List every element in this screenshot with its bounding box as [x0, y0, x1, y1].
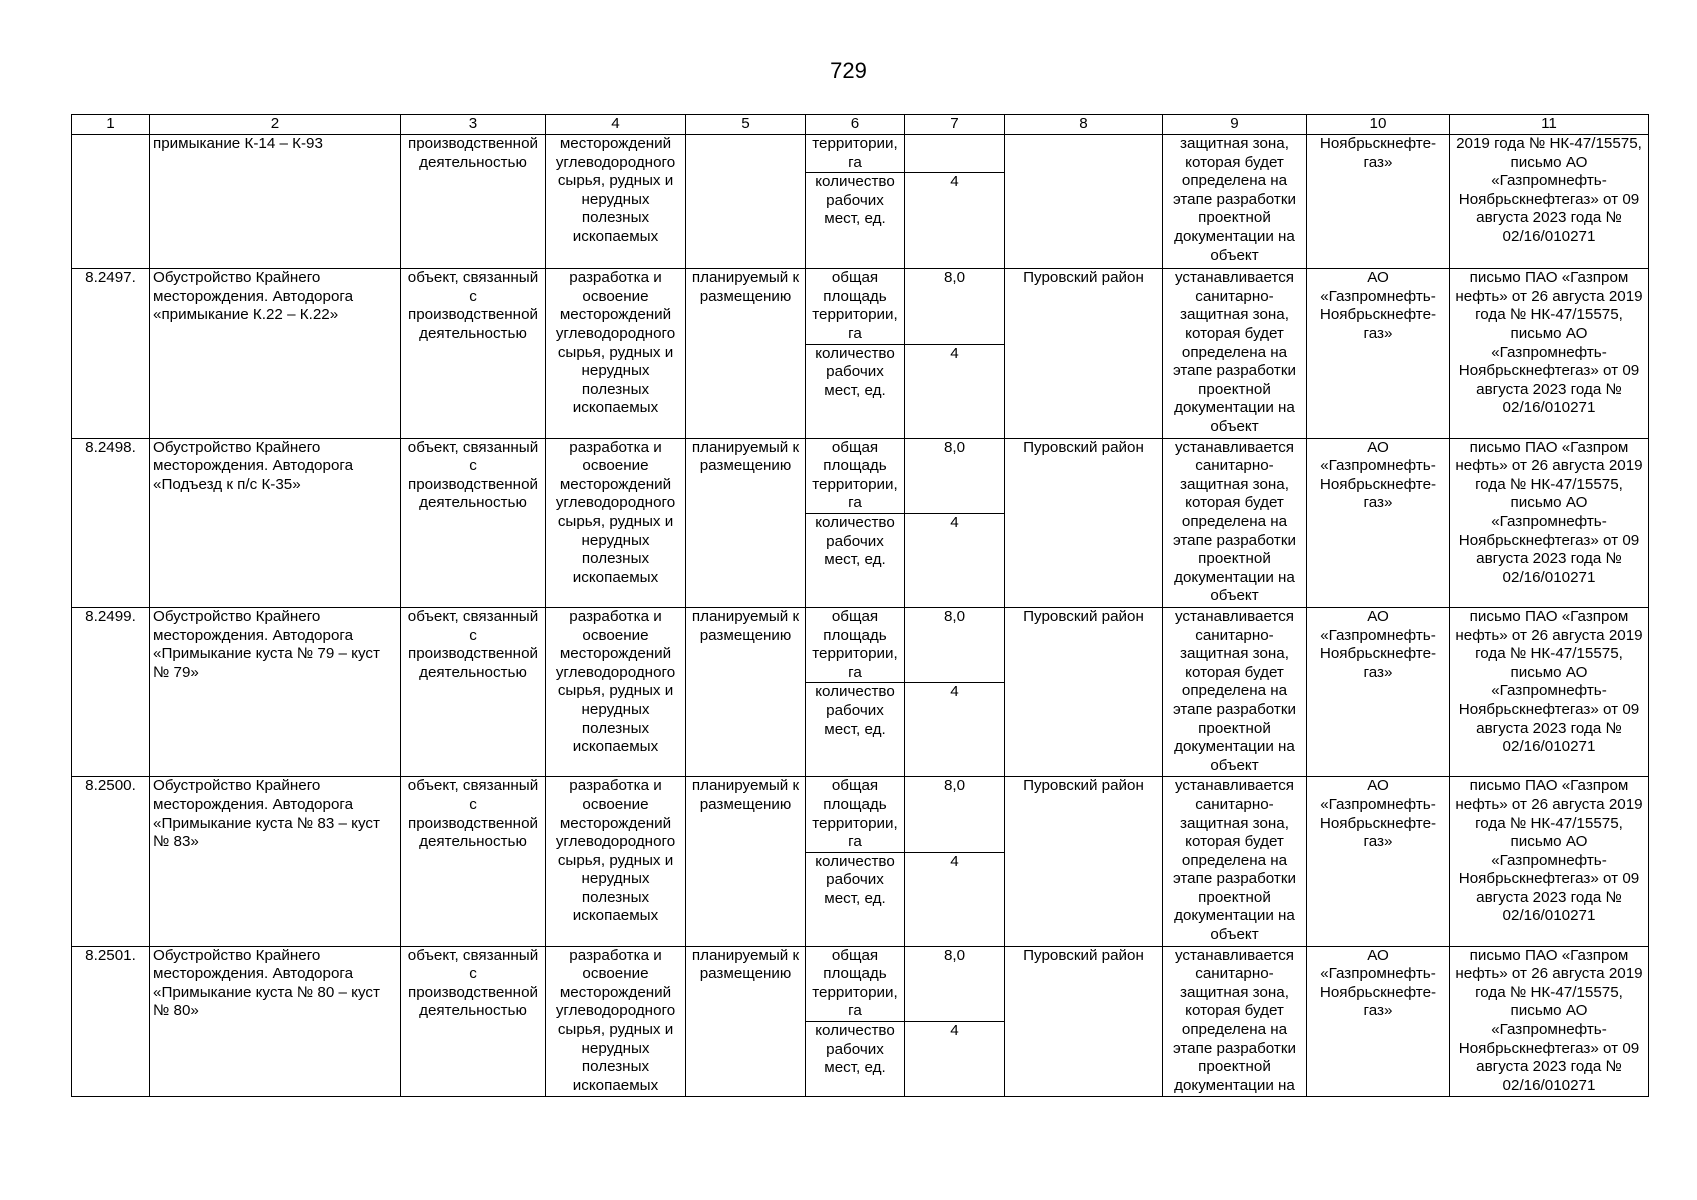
- cell-status: планируемый к размещению: [686, 946, 806, 1096]
- table-row: [72, 607, 1649, 682]
- cell-name: Обустройство Крайнего месторождения. Автодорога «Примыкание куста № 80 – куст № 80»: [150, 946, 401, 1096]
- cell-type: объект, связанный с производственной деятельностью: [401, 946, 546, 1096]
- cell-basis: письмо ПАО «Газпром нефть» от 26 августа 2019 года № НК-47/15575, письмо АО «Газпромнефть-Ноябрьскнефтегаз» от 09 августа 2023 года № 02/16/010271: [1450, 946, 1649, 1096]
- cell-basis: письмо ПАО «Газпром нефть» от 26 августа 2019 года № НК-47/15575, письмо АО «Газпромнефть-Ноябрьскнефтегаз» от 09 августа 2023 года № 02/16/010271: [1450, 269, 1649, 438]
- cell-zone: устанавливается санитарно-защитная зона, которая будет определена на этапе разработки проектной документации на объект: [1163, 607, 1307, 776]
- cell-value1: 8,0: [905, 946, 1005, 1021]
- cell-zone: устанавливается санитарно-защитная зона, которая будет определена на этапе разработки проектной документации на объект: [1163, 777, 1307, 946]
- cell-param1: общая площадь территории, га: [806, 777, 905, 852]
- cell-param2: количество рабочих мест, ед.: [806, 513, 905, 607]
- column-header: 11: [1450, 115, 1649, 135]
- cell-status: планируемый к размещению: [686, 438, 806, 607]
- cell-param2: количество рабочих мест, ед.: [806, 173, 905, 269]
- cell-name: Обустройство Крайнего месторождения. Автодорога «Примыкание куста № 79 – куст № 79»: [150, 607, 401, 776]
- cell-num: [72, 135, 150, 269]
- cell-value1: 8,0: [905, 438, 1005, 513]
- cell-num: 8.2499.: [72, 607, 150, 776]
- cell-param1: общая площадь территории, га: [806, 607, 905, 682]
- cell-owner: АО «Газпромнефть-Ноябрьскнефте-газ»: [1307, 269, 1450, 438]
- cell-owner: АО «Газпромнефть-Ноябрьскнефте-газ»: [1307, 946, 1450, 1096]
- column-header: 4: [546, 115, 686, 135]
- cell-param1: территории, га: [806, 135, 905, 173]
- cell-zone: устанавливается санитарно-защитная зона, которая будет определена на этапе разработки проектной документации на: [1163, 946, 1307, 1096]
- column-header: 8: [1005, 115, 1163, 135]
- cell-type: объект, связанный с производственной деятельностью: [401, 269, 546, 438]
- cell-type: объект, связанный с производственной деятельностью: [401, 777, 546, 946]
- cell-value2: 4: [905, 852, 1005, 946]
- cell-basis: письмо ПАО «Газпром нефть» от 26 августа 2019 года № НК-47/15575, письмо АО «Газпромнефть-Ноябрьскнефтегаз» от 09 августа 2023 года № 02/16/010271: [1450, 777, 1649, 946]
- cell-param2: количество рабочих мест, ед.: [806, 852, 905, 946]
- cell-zone: устанавливается санитарно-защитная зона, которая будет определена на этапе разработки проектной документации на объект: [1163, 269, 1307, 438]
- cell-status: планируемый к размещению: [686, 269, 806, 438]
- header-row: [72, 115, 1649, 135]
- cell-param1: общая площадь территории, га: [806, 438, 905, 513]
- cell-value1: 8,0: [905, 269, 1005, 344]
- cell-param2: количество рабочих мест, ед.: [806, 683, 905, 777]
- table-row: [72, 777, 1649, 852]
- cell-num: 8.2497.: [72, 269, 150, 438]
- cell-location: Пуровский район: [1005, 946, 1163, 1096]
- table-row: [72, 438, 1649, 513]
- cell-basis: письмо ПАО «Газпром нефть» от 26 августа 2019 года № НК-47/15575, письмо АО «Газпромнефть-Ноябрьскнефтегаз» от 09 августа 2023 года № 02/16/010271: [1450, 438, 1649, 607]
- cell-value1: [905, 135, 1005, 173]
- cell-owner: АО «Газпромнефть-Ноябрьскнефте-газ»: [1307, 607, 1450, 776]
- column-header: 3: [401, 115, 546, 135]
- column-header: 10: [1307, 115, 1450, 135]
- continuation-row: [72, 135, 1649, 173]
- cell-param1: общая площадь территории, га: [806, 946, 905, 1021]
- cell-value1: 8,0: [905, 607, 1005, 682]
- column-header: 7: [905, 115, 1005, 135]
- cell-location: [1005, 135, 1163, 269]
- cell-location: Пуровский район: [1005, 269, 1163, 438]
- cell-location: Пуровский район: [1005, 607, 1163, 776]
- cell-value2: 4: [905, 683, 1005, 777]
- column-header: 5: [686, 115, 806, 135]
- cell-param1: общая площадь территории, га: [806, 269, 905, 344]
- table-row: [72, 946, 1649, 1021]
- cell-zone: устанавливается санитарно-защитная зона, которая будет определена на этапе разработки проектной документации на объект: [1163, 438, 1307, 607]
- cell-param2: количество рабочих мест, ед.: [806, 1022, 905, 1097]
- cell-purpose: разработка и освоение месторождений углеводородного сырья, рудных и нерудных полезных ископаемых: [546, 946, 686, 1096]
- cell-basis: письмо ПАО «Газпром нефть» от 26 августа 2019 года № НК-47/15575, письмо АО «Газпромнефть-Ноябрьскнефтегаз» от 09 августа 2023 года № 02/16/010271: [1450, 607, 1649, 776]
- cell-purpose: разработка и освоение месторождений углеводородного сырья, рудных и нерудных полезных ископаемых: [546, 777, 686, 946]
- cell-basis: 2019 года № НК-47/15575, письмо АО «Газпромнефть-Ноябрьскнефтегаз» от 09 августа 2023 года № 02/16/010271: [1450, 135, 1649, 269]
- cell-purpose: месторождений углеводородного сырья, рудных и нерудных полезных ископаемых: [546, 135, 686, 269]
- cell-owner: АО «Газпромнефть-Ноябрьскнефте-газ»: [1307, 777, 1450, 946]
- cell-param2: количество рабочих мест, ед.: [806, 344, 905, 438]
- cell-status: [686, 135, 806, 269]
- cell-value2: 4: [905, 344, 1005, 438]
- column-header: 6: [806, 115, 905, 135]
- cell-value2: 4: [905, 1022, 1005, 1097]
- cell-value1: 8,0: [905, 777, 1005, 852]
- cell-location: Пуровский район: [1005, 438, 1163, 607]
- cell-type: объект, связанный с производственной деятельностью: [401, 607, 546, 776]
- column-header: 9: [1163, 115, 1307, 135]
- cell-name: примыкание К-14 – К-93: [150, 135, 401, 269]
- page-number: 729: [830, 58, 867, 83]
- table-row: [72, 269, 1649, 344]
- cell-name: Обустройство Крайнего месторождения. Автодорога «Подъезд к п/с К-35»: [150, 438, 401, 607]
- cell-name: Обустройство Крайнего месторождения. Автодорога «примыкание К.22 – К.22»: [150, 269, 401, 438]
- cell-value2: 4: [905, 513, 1005, 607]
- column-header: 1: [72, 115, 150, 135]
- cell-location: Пуровский район: [1005, 777, 1163, 946]
- cell-zone: защитная зона, которая будет определена на этапе разработки проектной документации на объект: [1163, 135, 1307, 269]
- cell-name: Обустройство Крайнего месторождения. Автодорога «Примыкание куста № 83 – куст № 83»: [150, 777, 401, 946]
- cell-num: 8.2501.: [72, 946, 150, 1096]
- column-header: 2: [150, 115, 401, 135]
- cell-num: 8.2498.: [72, 438, 150, 607]
- cell-owner: АО «Газпромнефть-Ноябрьскнефте-газ»: [1307, 438, 1450, 607]
- cell-owner: Ноябрьскнефте-газ»: [1307, 135, 1450, 269]
- cell-purpose: разработка и освоение месторождений углеводородного сырья, рудных и нерудных полезных ископаемых: [546, 438, 686, 607]
- cell-type: объект, связанный с производственной деятельностью: [401, 438, 546, 607]
- cell-status: планируемый к размещению: [686, 777, 806, 946]
- cell-purpose: разработка и освоение месторождений углеводородного сырья, рудных и нерудных полезных ископаемых: [546, 269, 686, 438]
- cell-num: 8.2500.: [72, 777, 150, 946]
- cell-purpose: разработка и освоение месторождений углеводородного сырья, рудных и нерудных полезных ископаемых: [546, 607, 686, 776]
- cell-status: планируемый к размещению: [686, 607, 806, 776]
- cell-value2: 4: [905, 173, 1005, 269]
- cell-type: производственной деятельностью: [401, 135, 546, 269]
- objects-table: [71, 114, 1649, 1097]
